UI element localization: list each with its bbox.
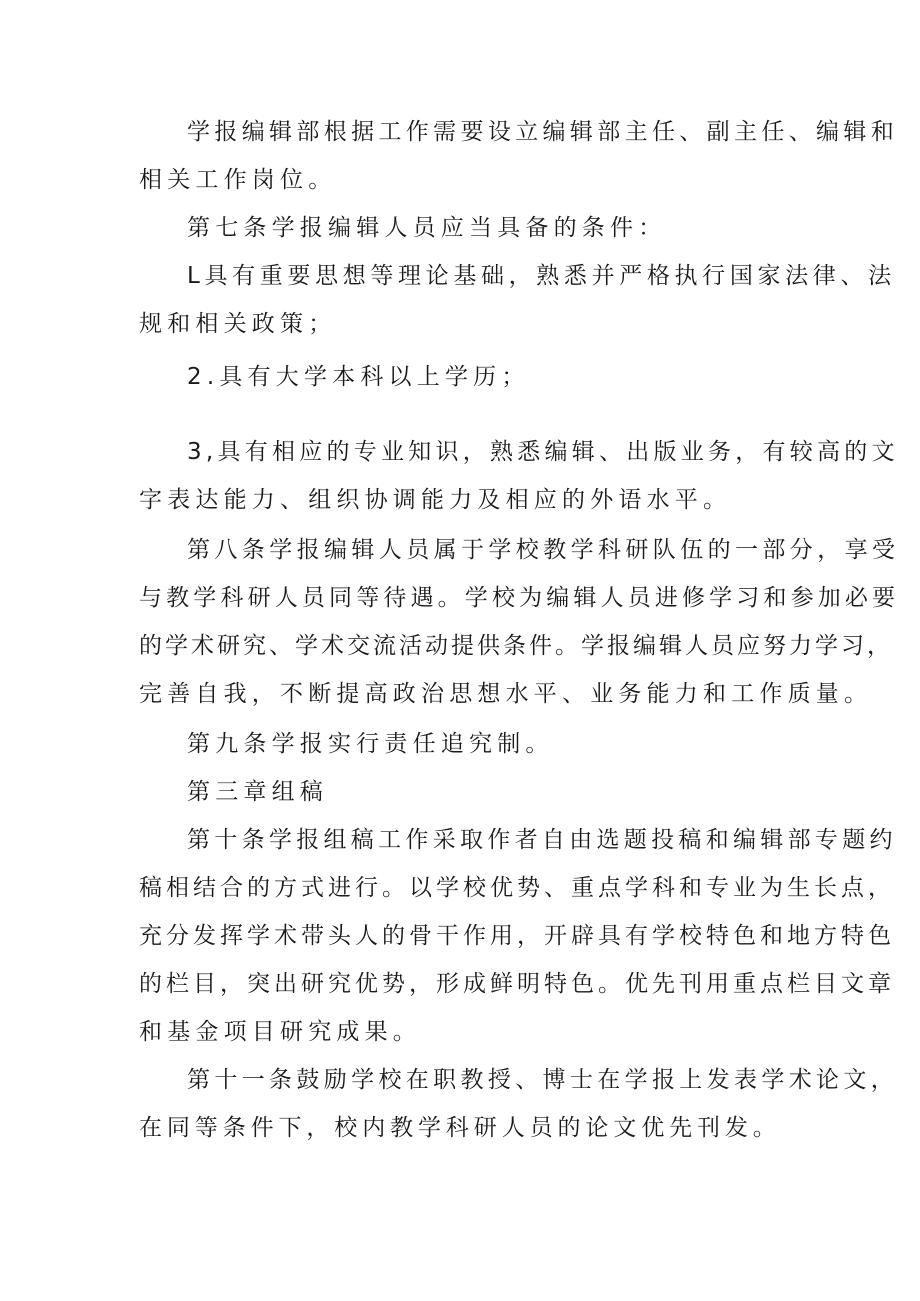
paragraph-line: 相关工作岗位。 (139, 167, 337, 193)
paragraph-line: 规和相关政策； (139, 311, 337, 337)
paragraph-line: 的学术研究、学术交流活动提供条件。学报编辑人员应努力学习， (139, 633, 893, 659)
paragraph-line: 的栏目，突出研究优势，形成鲜明特色。优先刊用重点栏目文章 (139, 971, 895, 997)
paragraph-line: 字表达能力、组织协调能力及相应的外语水平。 (139, 487, 732, 513)
paragraph-line: 第九条学报实行责任追究制。 (187, 731, 554, 757)
section-heading: 第三章组稿 (187, 779, 328, 805)
paragraph-line: L具有重要思想等理论基础，熟悉并严格执行国家法律、法 (187, 263, 896, 289)
paragraph-line: 充分发挥学术带头人的骨干作用，开辟具有学校特色和地方特色 (139, 923, 895, 949)
paragraph-line: 第八条学报编辑人员属于学校教学科研队伍的一部分，享受 (187, 537, 900, 563)
paragraph-line: 第十条学报组稿工作采取作者自由选题投稿和编辑部专题约 (187, 827, 897, 853)
paragraph-line: 第七条学报编辑人员应当具备的条件： (187, 215, 667, 241)
paragraph-line: 2.具有大学本科以上学历； (187, 364, 530, 390)
paragraph-line: 在同等条件下，校内教学科研人员的论文优先刊发。 (139, 1115, 781, 1141)
paragraph-line: 完善自我，不断提高政治思想水平、业务能力和工作质量。 (139, 681, 873, 707)
paragraph-line: 第十一条鼓励学校在职教授、博士在学报上发表学术论文， (187, 1067, 899, 1093)
paragraph-line: 3,具有相应的专业知识，熟悉编辑、出版业务，有较高的文 (187, 439, 899, 465)
paragraph-line: 稿相结合的方式进行。以学校优势、重点学科和专业为生长点， (139, 875, 895, 901)
paragraph-line: 学报编辑部根据工作需要设立编辑部主任、副主任、编辑和 (187, 119, 899, 145)
paragraph-line: 与教学科研人员同等待遇。学校为编辑人员进修学习和参加必要 (139, 585, 900, 611)
paragraph-line: 和基金项目研究成果。 (139, 1019, 421, 1045)
